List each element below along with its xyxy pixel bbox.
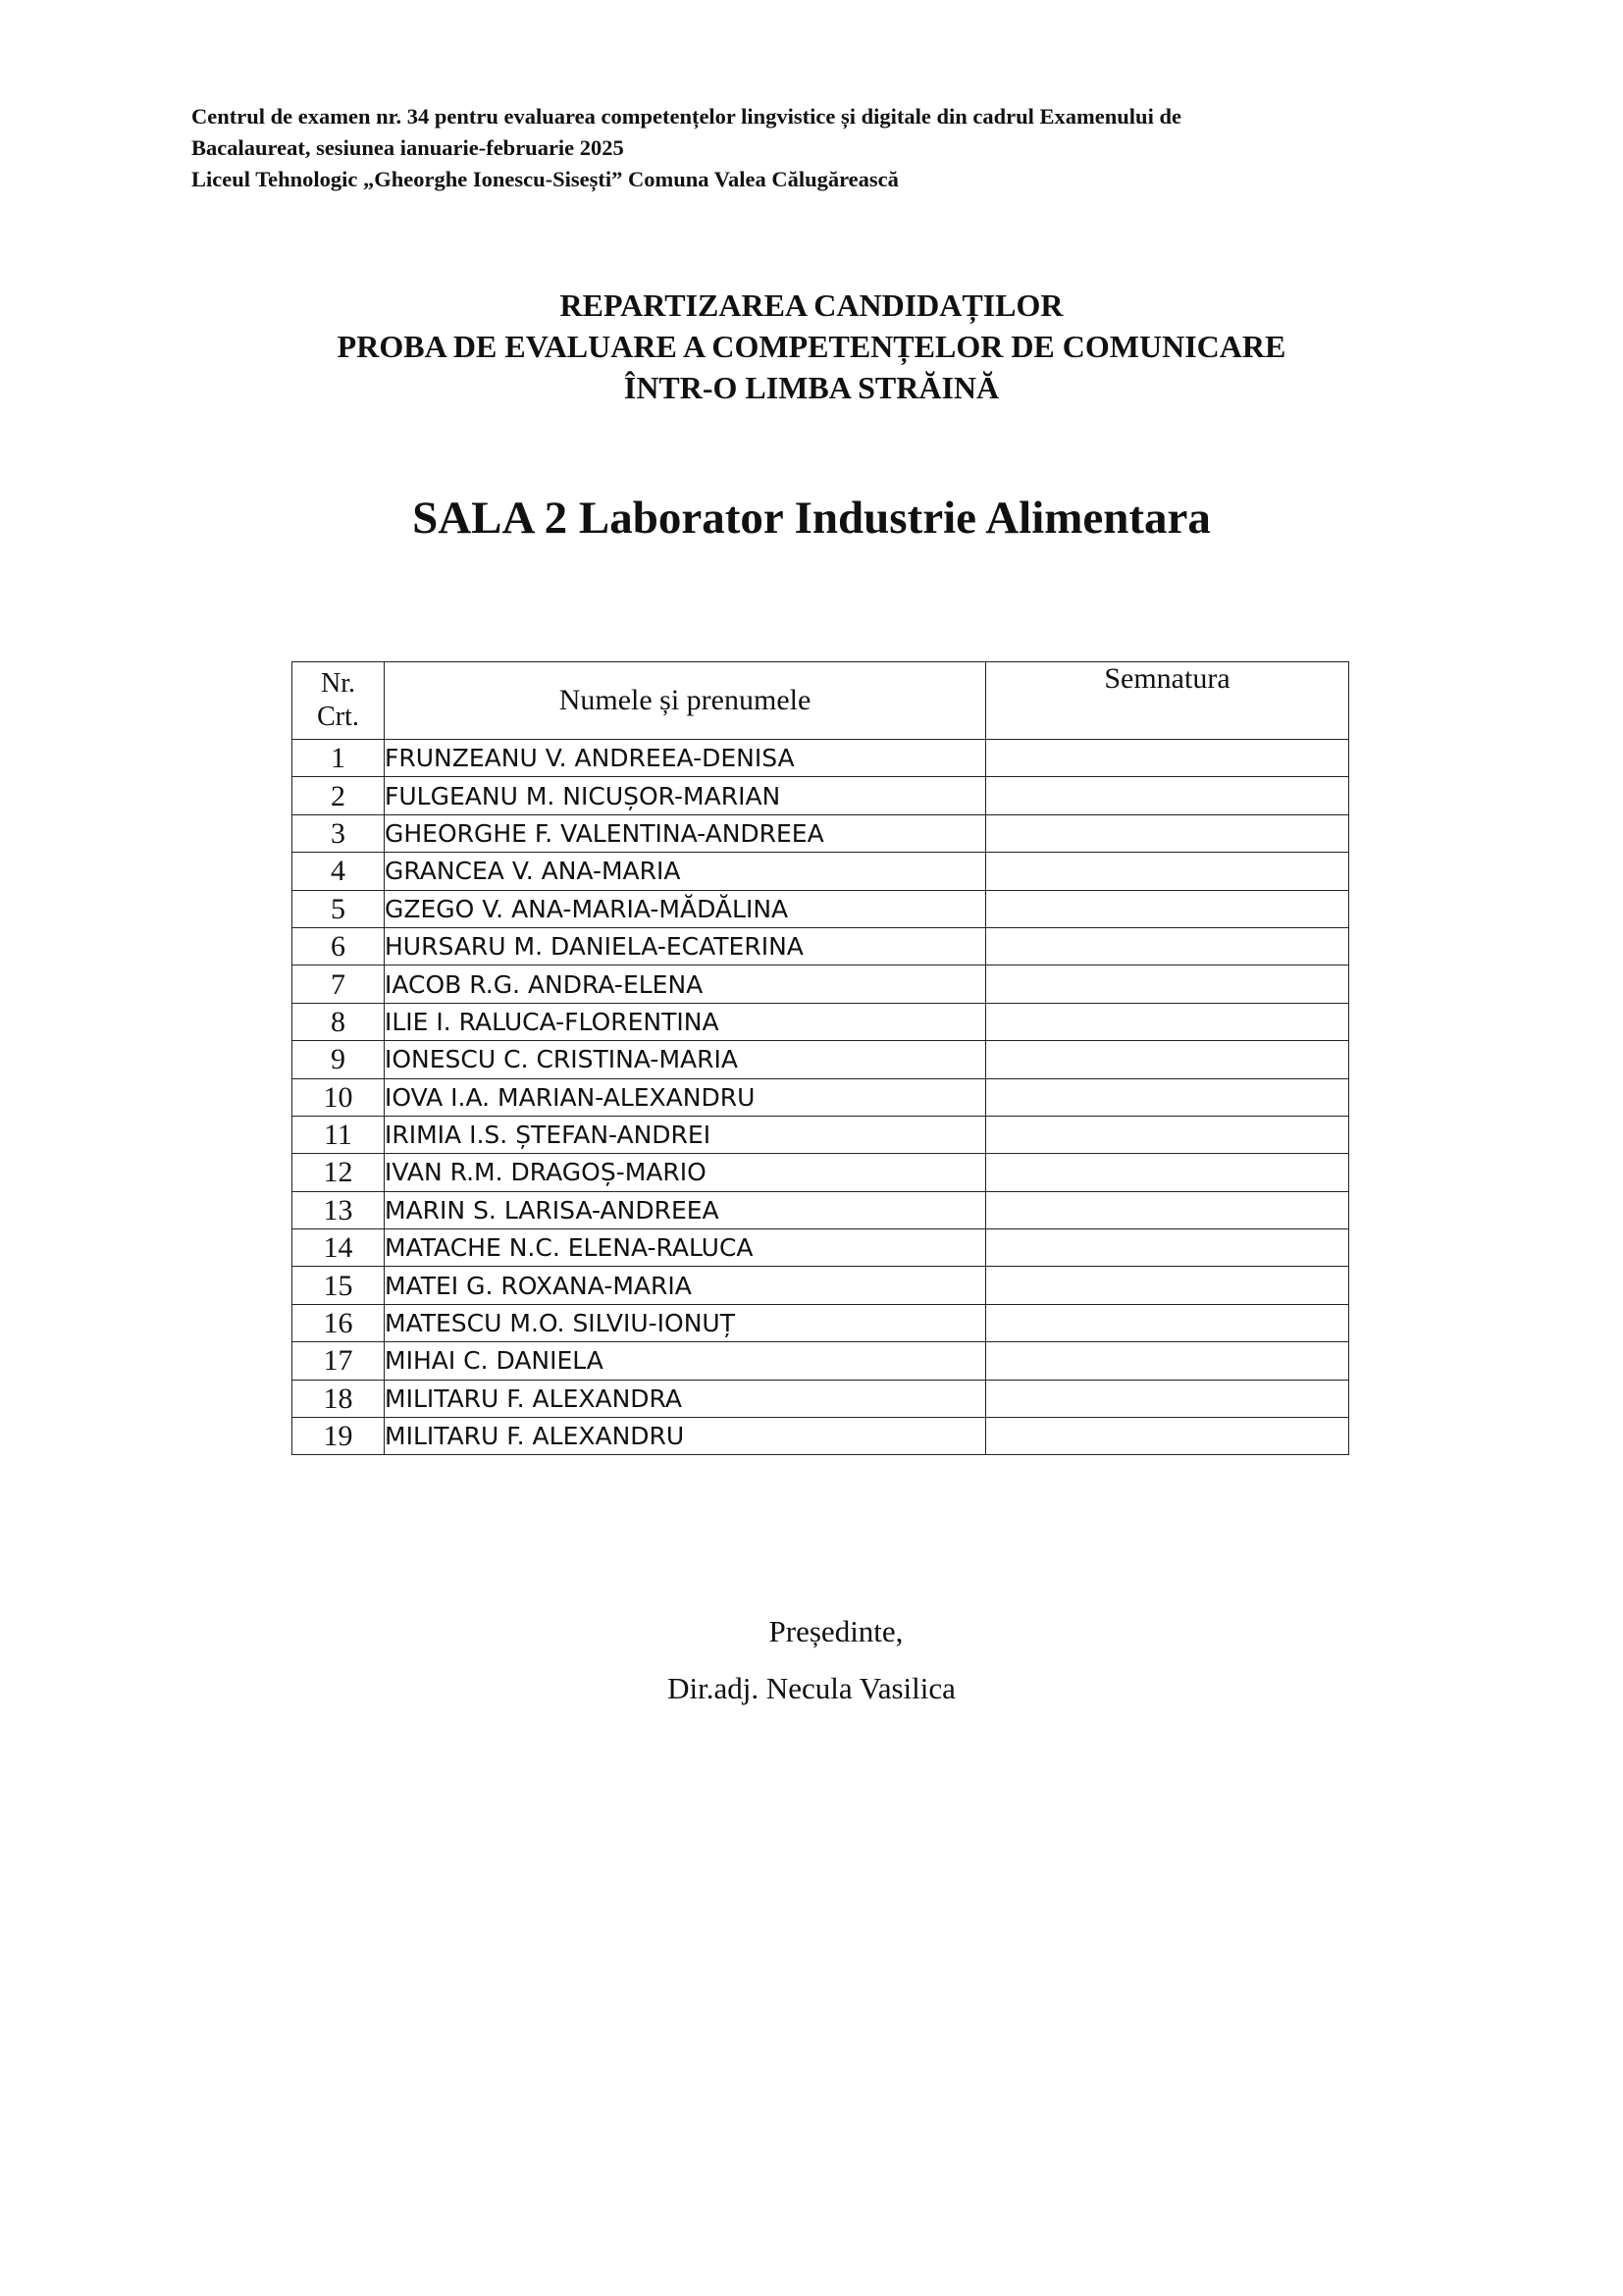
table-row bbox=[292, 1267, 1349, 1304]
row-number: 15 bbox=[292, 1267, 385, 1304]
signature-cell bbox=[986, 814, 1349, 852]
signature-cell bbox=[986, 1418, 1349, 1455]
signature-cell bbox=[986, 1154, 1349, 1191]
candidate-name: MILITARU F. ALEXANDRU bbox=[385, 1418, 986, 1455]
header-line-2: Bacalaureat, sesiunea ianuarie-februarie 2025 bbox=[191, 135, 624, 160]
table-header-row bbox=[292, 662, 1349, 740]
candidate-name: IRIMIA I.S. ȘTEFAN-ANDREI bbox=[385, 1116, 986, 1153]
table-row bbox=[292, 1229, 1349, 1267]
candidate-name: MATACHE N.C. ELENA-RALUCA bbox=[385, 1229, 986, 1267]
table-row bbox=[292, 1380, 1349, 1417]
row-number: 13 bbox=[292, 1191, 385, 1228]
table-row bbox=[292, 927, 1349, 965]
column-header-nr-line-1: Nr. bbox=[321, 668, 355, 699]
header-line-3: Liceul Tehnologic „Gheorghe Ionescu-Sisești” Comuna Valea Călugărească bbox=[191, 167, 899, 191]
column-header-name: Numele și prenumele bbox=[385, 662, 986, 740]
table-row bbox=[292, 740, 1349, 777]
header-line-1: Centrul de examen nr. 34 pentru evaluarea competențelor lingvistice și digitale din cadrul Examenului de bbox=[191, 104, 1181, 129]
signature-cell bbox=[986, 1078, 1349, 1116]
signature-cell bbox=[986, 890, 1349, 927]
signature-cell bbox=[986, 1116, 1349, 1153]
room-title: SALA 2 Laborator Industrie Alimentara bbox=[412, 493, 1211, 544]
candidate-name: HURSARU M. DANIELA-ECATERINA bbox=[385, 927, 986, 965]
signature-name: Dir.adj. Necula Vasilica bbox=[667, 1671, 956, 1705]
row-number: 12 bbox=[292, 1154, 385, 1191]
row-number: 5 bbox=[292, 890, 385, 927]
candidate-name: IONESCU C. CRISTINA-MARIA bbox=[385, 1041, 986, 1078]
candidate-name: IOVA I.A. MARIAN-ALEXANDRU bbox=[385, 1078, 986, 1116]
signature-cell bbox=[986, 1267, 1349, 1304]
signature-cell bbox=[986, 1342, 1349, 1380]
candidate-name: GRANCEA V. ANA-MARIA bbox=[385, 853, 986, 890]
row-number: 6 bbox=[292, 927, 385, 965]
signature-block bbox=[0, 1603, 1623, 1717]
title-line-2: PROBA DE EVALUARE A COMPETENȚELOR DE COMUNICARE bbox=[337, 329, 1286, 364]
signature-cell bbox=[986, 927, 1349, 965]
row-number: 10 bbox=[292, 1078, 385, 1116]
row-number: 14 bbox=[292, 1229, 385, 1267]
table-row bbox=[292, 1003, 1349, 1040]
signature-cell bbox=[986, 1041, 1349, 1078]
row-number: 1 bbox=[292, 740, 385, 777]
table-row bbox=[292, 1342, 1349, 1380]
row-number: 2 bbox=[292, 777, 385, 814]
row-number: 4 bbox=[292, 853, 385, 890]
column-header-nr-line-2: Crt. bbox=[317, 702, 359, 732]
row-number: 11 bbox=[292, 1116, 385, 1153]
title-line-1: REPARTIZAREA CANDIDAȚILOR bbox=[559, 287, 1064, 323]
title-line-3: ÎNTR-O LIMBA STRĂINĂ bbox=[623, 370, 1000, 405]
table-row bbox=[292, 814, 1349, 852]
table-row bbox=[292, 1304, 1349, 1341]
signature-cell bbox=[986, 1380, 1349, 1417]
signature-cell bbox=[986, 965, 1349, 1003]
table-row bbox=[292, 890, 1349, 927]
column-header-signature: Semnatura bbox=[986, 662, 1349, 740]
candidate-name: MATESCU M.O. SILVIU-IONUȚ bbox=[385, 1304, 986, 1341]
signature-cell bbox=[986, 740, 1349, 777]
row-number: 18 bbox=[292, 1380, 385, 1417]
table-body bbox=[292, 740, 1349, 1455]
signature-cell bbox=[986, 1229, 1349, 1267]
row-number: 16 bbox=[292, 1304, 385, 1341]
candidate-name: FULGEANU M. NICUȘOR-MARIAN bbox=[385, 777, 986, 814]
row-number: 17 bbox=[292, 1342, 385, 1380]
candidate-table bbox=[291, 661, 1349, 1455]
row-number: 3 bbox=[292, 814, 385, 852]
table-row bbox=[292, 1116, 1349, 1153]
signature-cell bbox=[986, 1191, 1349, 1228]
table-row bbox=[292, 965, 1349, 1003]
row-number: 8 bbox=[292, 1003, 385, 1040]
table-row bbox=[292, 853, 1349, 890]
candidate-name: MARIN S. LARISA-ANDREEA bbox=[385, 1191, 986, 1228]
row-number: 9 bbox=[292, 1041, 385, 1078]
table-row bbox=[292, 777, 1349, 814]
candidate-name: MILITARU F. ALEXANDRA bbox=[385, 1380, 986, 1417]
table-row bbox=[292, 1078, 1349, 1116]
signature-cell bbox=[986, 853, 1349, 890]
column-header-nr bbox=[292, 662, 385, 740]
signature-cell bbox=[986, 1003, 1349, 1040]
row-number: 19 bbox=[292, 1418, 385, 1455]
table-row bbox=[292, 1041, 1349, 1078]
signature-cell bbox=[986, 777, 1349, 814]
table-row bbox=[292, 1418, 1349, 1455]
candidate-name: MIHAI C. DANIELA bbox=[385, 1342, 986, 1380]
candidate-name: MATEI G. ROXANA-MARIA bbox=[385, 1267, 986, 1304]
candidate-name: IACOB R.G. ANDRA-ELENA bbox=[385, 965, 986, 1003]
table-row bbox=[292, 1191, 1349, 1228]
candidate-name: IVAN R.M. DRAGOȘ-MARIO bbox=[385, 1154, 986, 1191]
candidate-name: ILIE I. RALUCA-FLORENTINA bbox=[385, 1003, 986, 1040]
signature-role: Președinte, bbox=[768, 1614, 904, 1648]
exam-center-header bbox=[191, 101, 1467, 195]
row-number: 7 bbox=[292, 965, 385, 1003]
candidate-name: GZEGO V. ANA-MARIA-MĂDĂLINA bbox=[385, 890, 986, 927]
candidate-name: GHEORGHE F. VALENTINA-ANDREEA bbox=[385, 814, 986, 852]
table-row bbox=[292, 1154, 1349, 1191]
candidate-name: FRUNZEANU V. ANDREEA-DENISA bbox=[385, 740, 986, 777]
document-title bbox=[0, 285, 1623, 408]
signature-cell bbox=[986, 1304, 1349, 1341]
